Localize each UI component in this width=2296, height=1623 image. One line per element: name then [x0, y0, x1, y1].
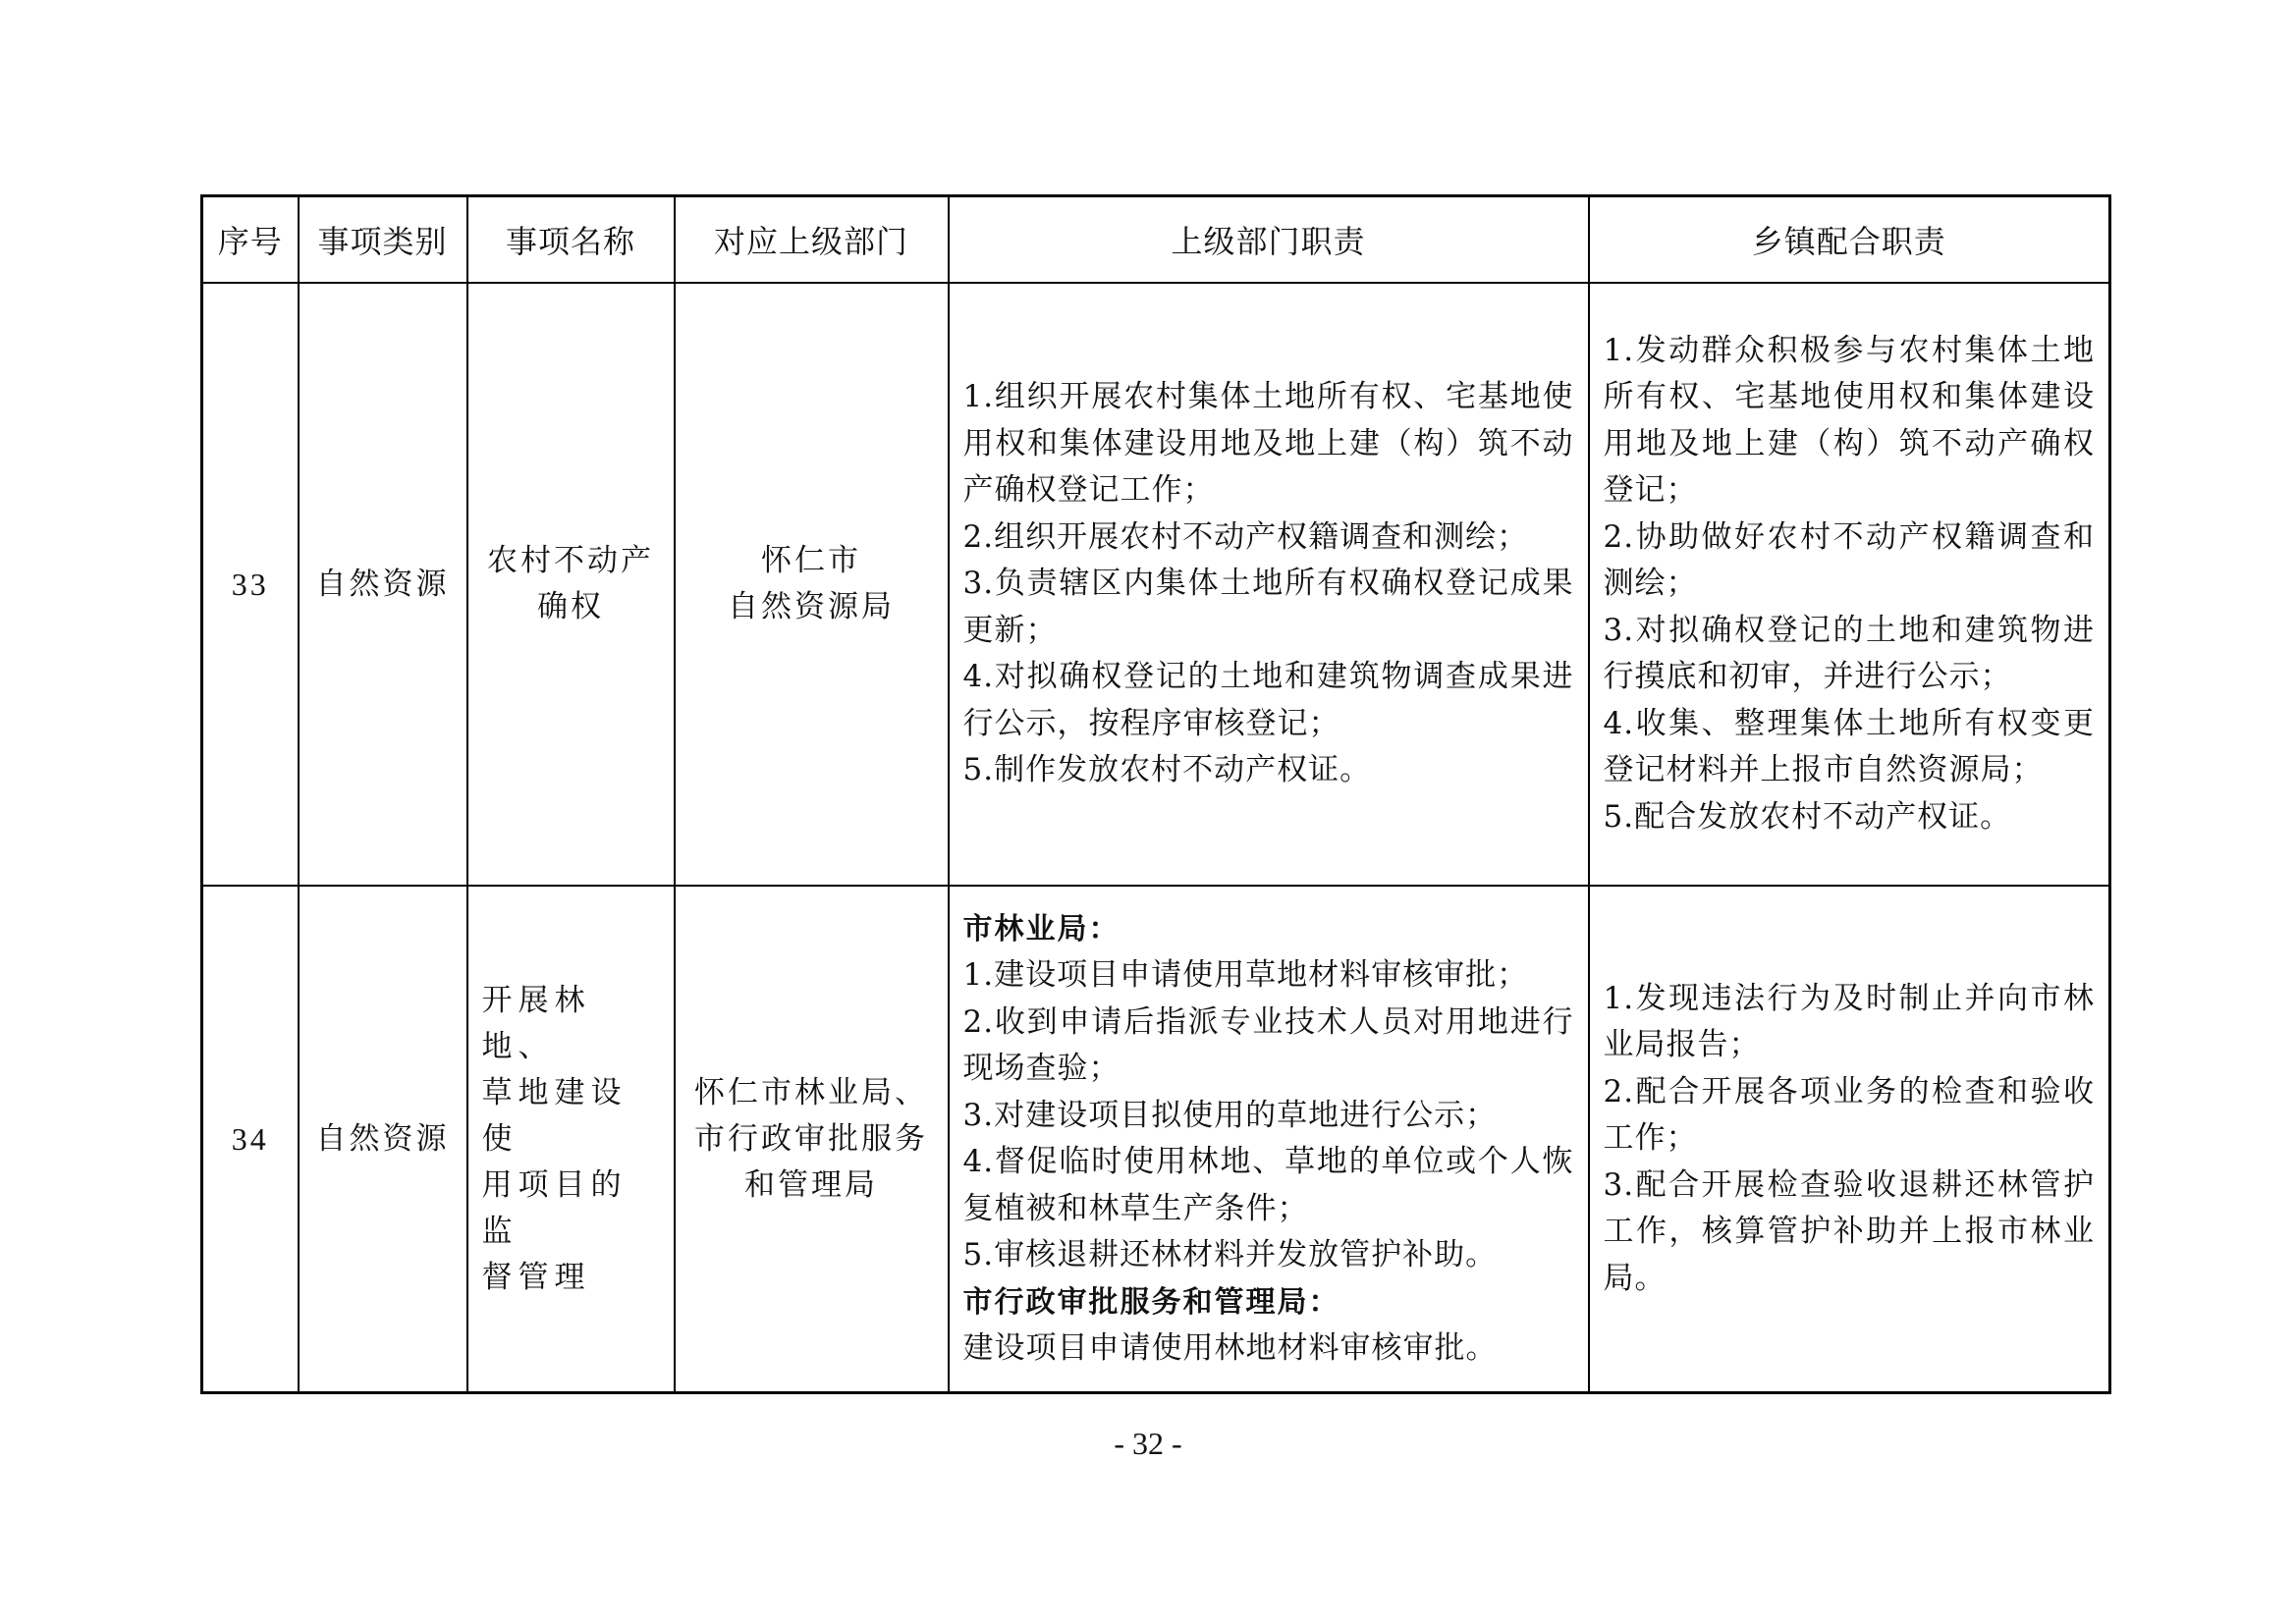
row-index-cell	[202, 283, 299, 886]
row-superior-duties-cell	[949, 283, 1589, 886]
duty-item: 2.组织开展农村不动产权籍调查和测绘；	[962, 518, 1529, 555]
row-item-name-cell	[467, 886, 675, 1393]
item-name-line: 用项目的监	[481, 1166, 628, 1249]
department-line: 和管理局	[744, 1166, 878, 1203]
row-index-cell	[202, 886, 299, 1393]
item-name-line: 农村不动产	[487, 543, 654, 578]
row-index: 34	[231, 1120, 269, 1157]
duty-item: 3.负责辖区内集体土地所有权确权登记成果更新；	[962, 566, 1574, 648]
header-category: 事项类别	[299, 196, 467, 284]
row-index: 33	[231, 566, 269, 602]
table-row	[202, 283, 2110, 886]
item-name-line: 草地建设使	[481, 1074, 628, 1157]
page-number: - 32 -	[1114, 1426, 1182, 1461]
row-category-cell	[299, 283, 467, 886]
department-line: 怀仁市	[761, 543, 861, 578]
duty-table	[200, 194, 2111, 1394]
duty-item: 4.收集、整理集体土地所有权变更登记材料并上报市自然资源局；	[1603, 705, 2095, 788]
duty-item: 2.配合开展各项业务的检查和验收工作；	[1603, 1073, 2095, 1157]
row-department-cell	[675, 886, 949, 1393]
row-item-name-cell	[467, 283, 675, 886]
row-department-cell	[675, 283, 949, 886]
header-township-duties: 乡镇配合职责	[1589, 196, 2110, 284]
header-superior-department: 对应上级部门	[675, 196, 949, 284]
duty-item: 3.对建设项目拟使用的草地进行公示；	[962, 1097, 1498, 1133]
duty-heading: 市林业局：	[962, 911, 1121, 947]
item-name-line: 督管理	[481, 1259, 591, 1295]
header-index: 序号	[202, 196, 299, 284]
duty-item: 4.对拟确权登记的土地和建筑物调查成果进行公示，按程序审核登记；	[962, 659, 1574, 741]
item-name-line: 确权	[537, 589, 604, 624]
duty-item: 4.督促临时使用林地、草地的单位或个人恢复植被和林草生产条件；	[962, 1144, 1574, 1226]
row-category-cell	[299, 886, 467, 1393]
duty-item: 5.审核退耕还林材料并发放管护补助。	[962, 1237, 1498, 1272]
duty-item: 1.发动群众积极参与农村集体土地所有权、宅基地使用权和集体建设用地及地上建（构）筑不动产确权登记；	[1603, 332, 2095, 509]
item-name-line: 开展林地、	[481, 982, 591, 1064]
duty-item: 2.协助做好农村不动产权籍调查和测绘；	[1603, 518, 2095, 602]
department-line: 自然资源局	[728, 589, 895, 624]
duty-item: 5.配合发放农村不动产权证。	[1603, 798, 2012, 835]
duty-item: 1.建设项目申请使用草地材料审核审批；	[962, 957, 1529, 993]
row-superior-duties-cell	[949, 886, 1589, 1393]
duty-item: 3.配合开展检查验收退耕还林管护工作，核算管护补助并上报市林业局。	[1603, 1166, 2095, 1296]
department-line: 市行政审批服务	[694, 1120, 928, 1157]
duty-item: 1.组织开展农村集体土地所有权、宅基地使用权和集体建设用地及地上建（构）筑不动产确权登记工作；	[962, 379, 1574, 509]
duty-item: 5.制作发放农村不动产权证。	[962, 752, 1372, 788]
row-category: 自然资源	[315, 1120, 450, 1157]
duty-item: 建设项目申请使用林地材料审核审批。	[962, 1330, 1498, 1366]
department-line: 怀仁市林业局、	[694, 1074, 928, 1110]
duty-item: 3.对拟确权登记的土地和建筑物进行摸底和初审，并进行公示；	[1603, 612, 2095, 695]
duty-heading: 市行政审批服务和管理局：	[962, 1284, 1340, 1320]
table-header-row	[202, 196, 2110, 284]
row-township-duties-cell	[1589, 886, 2110, 1393]
duty-item: 2.收到申请后指派专业技术人员对用地进行现场查验；	[962, 1003, 1574, 1086]
header-item-name: 事项名称	[467, 196, 675, 284]
header-superior-duties: 上级部门职责	[949, 196, 1589, 284]
row-category: 自然资源	[315, 566, 450, 602]
duty-item: 1.发现违法行为及时制止并向市林业局报告；	[1603, 980, 2095, 1063]
row-township-duties-cell	[1589, 283, 2110, 886]
table-row	[202, 886, 2110, 1393]
